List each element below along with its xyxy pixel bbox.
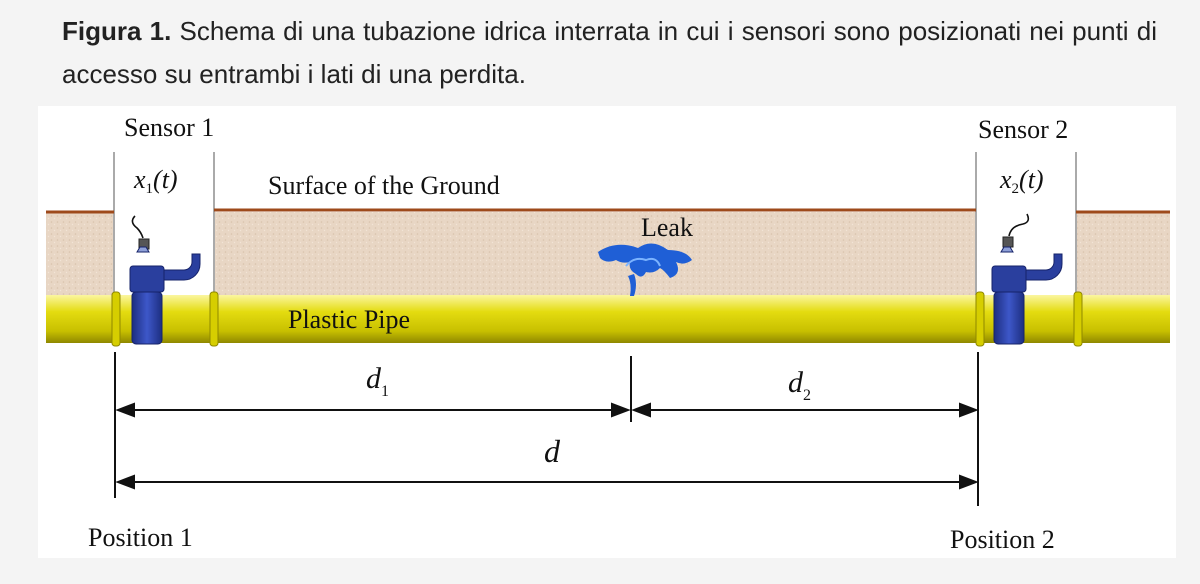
signal-1-label: x1(t): [134, 165, 178, 197]
signal-2-label: x2(t): [1000, 165, 1044, 197]
diagram-canvas: [38, 106, 1176, 558]
sensor-2-label: Sensor 2: [978, 115, 1069, 144]
leak-label: Leak: [641, 213, 693, 242]
caption-label: Figura 1.: [62, 16, 172, 46]
distance-d-label: d: [544, 433, 560, 469]
position-1-label: Position 1: [88, 523, 193, 552]
distance-d2-label: $d_2$: [788, 366, 811, 404]
ground-surface-label: Surface of the Ground: [268, 171, 500, 200]
position-2-label: Position 2: [950, 525, 1055, 554]
figure-caption: [62, 10, 1157, 96]
sensor-1-label: Sensor 1: [124, 113, 215, 142]
dimension-lines: [115, 352, 978, 506]
caption-text: Schema di una tubazione idrica interrata in cui i sensori sono posizionati nei punti di accesso su entrambi i lati di una perdita.: [62, 16, 1157, 89]
distance-d1-label: $d_1$: [366, 362, 389, 400]
pipeline-diagram: [38, 106, 1176, 558]
pipe-label: Plastic Pipe: [288, 305, 411, 334]
